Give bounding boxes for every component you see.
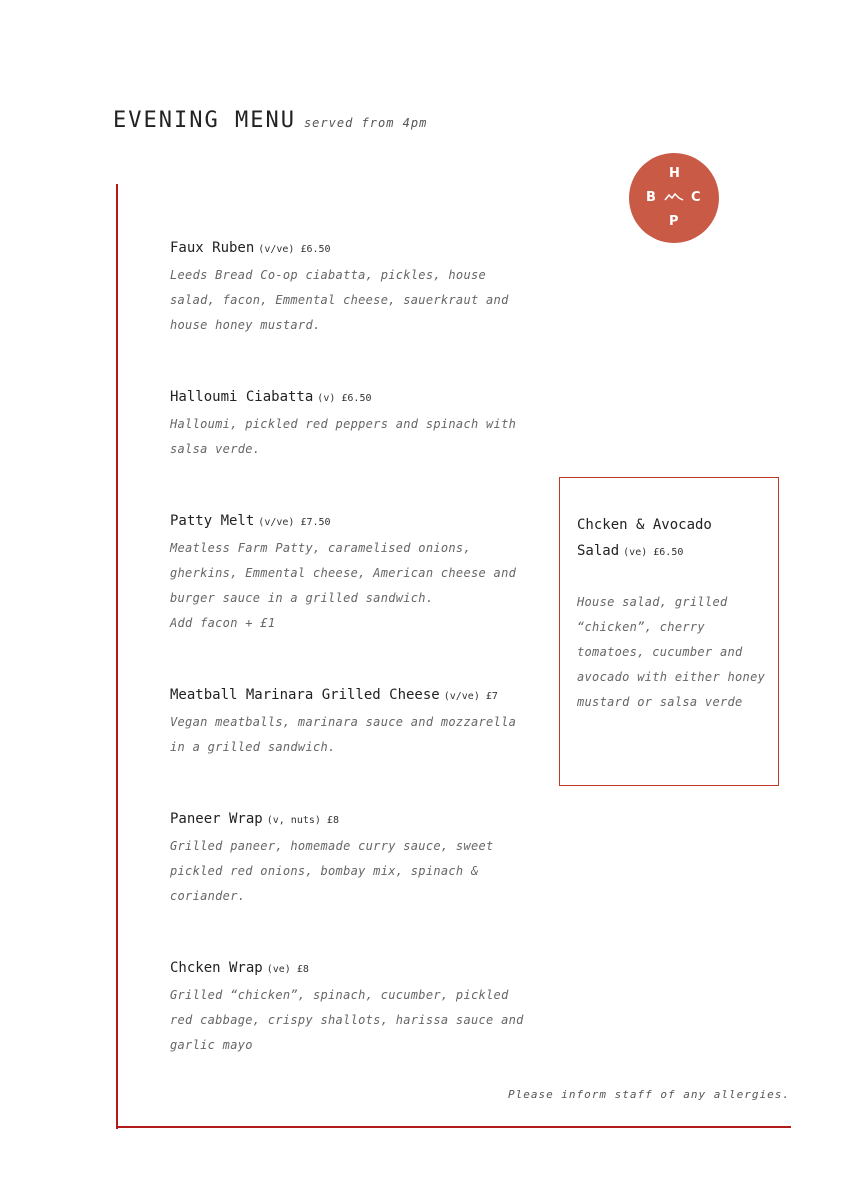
allergy-note: Please inform staff of any allergies. — [507, 1088, 790, 1101]
item-description: Grilled “chicken”, spinach, cucumber, pickled red cabbage, crispy shallots, harissa sauce and garlic mayo — [170, 988, 524, 1052]
logo-letter-p: P — [669, 214, 679, 229]
item-addon: Add facon + £1 — [170, 616, 276, 630]
item-title — [170, 238, 530, 260]
item-name: Halloumi Ciabatta — [170, 389, 314, 405]
item-description: Vegan meatballs, marinara sauce and mozzarella in a grilled sandwich. — [170, 715, 517, 754]
menu-item-paneer-wrap — [170, 809, 530, 909]
item-description: Leeds Bread Co-op ciabatta, pickles, house salad, facon, Emmental cheese, sauerkraut and house honey mustard. — [170, 268, 509, 332]
menu-item-faux-ruben — [170, 238, 530, 338]
mountain-icon — [664, 193, 684, 201]
item-price: (v) £6.50 — [317, 393, 372, 404]
item-name: Paneer Wrap — [170, 811, 263, 827]
menu-item-meatball-marinara — [170, 685, 530, 760]
item-price: (v, nuts) £8 — [266, 815, 339, 826]
logo-letter-c: C — [691, 190, 701, 205]
item-name: Meatball Marinara Grilled Cheese — [170, 687, 440, 703]
featured-salad-content — [577, 512, 767, 715]
bottom-border-line — [116, 1126, 791, 1128]
item-price: (v/ve) £7.50 — [258, 517, 331, 528]
item-title — [170, 387, 530, 409]
menu-item-chcken-wrap — [170, 958, 530, 1058]
item-title — [170, 809, 530, 831]
item-name: Chcken Wrap — [170, 960, 263, 976]
item-description-text: Meatless Farm Patty, caramelised onions, gherkins, Emmental cheese, American cheese and burger sauce in a grilled sandwich. — [170, 541, 517, 605]
item-description: Halloumi, pickled red peppers and spinach with salsa verde. — [170, 417, 517, 456]
item-description: House salad, grilled “chicken”, cherry tomatoes, cucumber and avocado with either honey mustard or salsa verde — [577, 595, 766, 709]
featured-salad-box — [559, 477, 779, 786]
item-title — [577, 512, 767, 566]
hbcp-logo — [629, 153, 719, 243]
left-border-line — [116, 184, 118, 1129]
menu-title-text: EVENING MENU — [113, 108, 296, 133]
item-price: (v/ve) £7 — [443, 691, 498, 702]
item-price: (ve) £8 — [266, 964, 309, 975]
item-name: Faux Ruben — [170, 240, 255, 256]
menu-item-patty-melt — [170, 511, 530, 636]
item-description — [170, 536, 530, 636]
logo-letter-h: H — [669, 166, 680, 181]
menu-item-halloumi-ciabatta — [170, 387, 530, 462]
logo-letter-b: B — [646, 190, 656, 205]
item-name: Chcken & Avocado Salad — [577, 517, 712, 559]
item-description: Grilled paneer, homemade curry sauce, sweet pickled red onions, bombay mix, spinach & coriander. — [170, 839, 494, 903]
item-price: (ve) £6.50 — [623, 547, 684, 558]
item-name: Patty Melt — [170, 513, 255, 529]
menu-title — [113, 108, 427, 133]
item-title — [170, 958, 530, 980]
item-title — [170, 685, 530, 707]
menu-subtitle: served from 4pm — [303, 116, 428, 130]
item-price: (v/ve) £6.50 — [258, 244, 331, 255]
item-title — [170, 511, 530, 533]
